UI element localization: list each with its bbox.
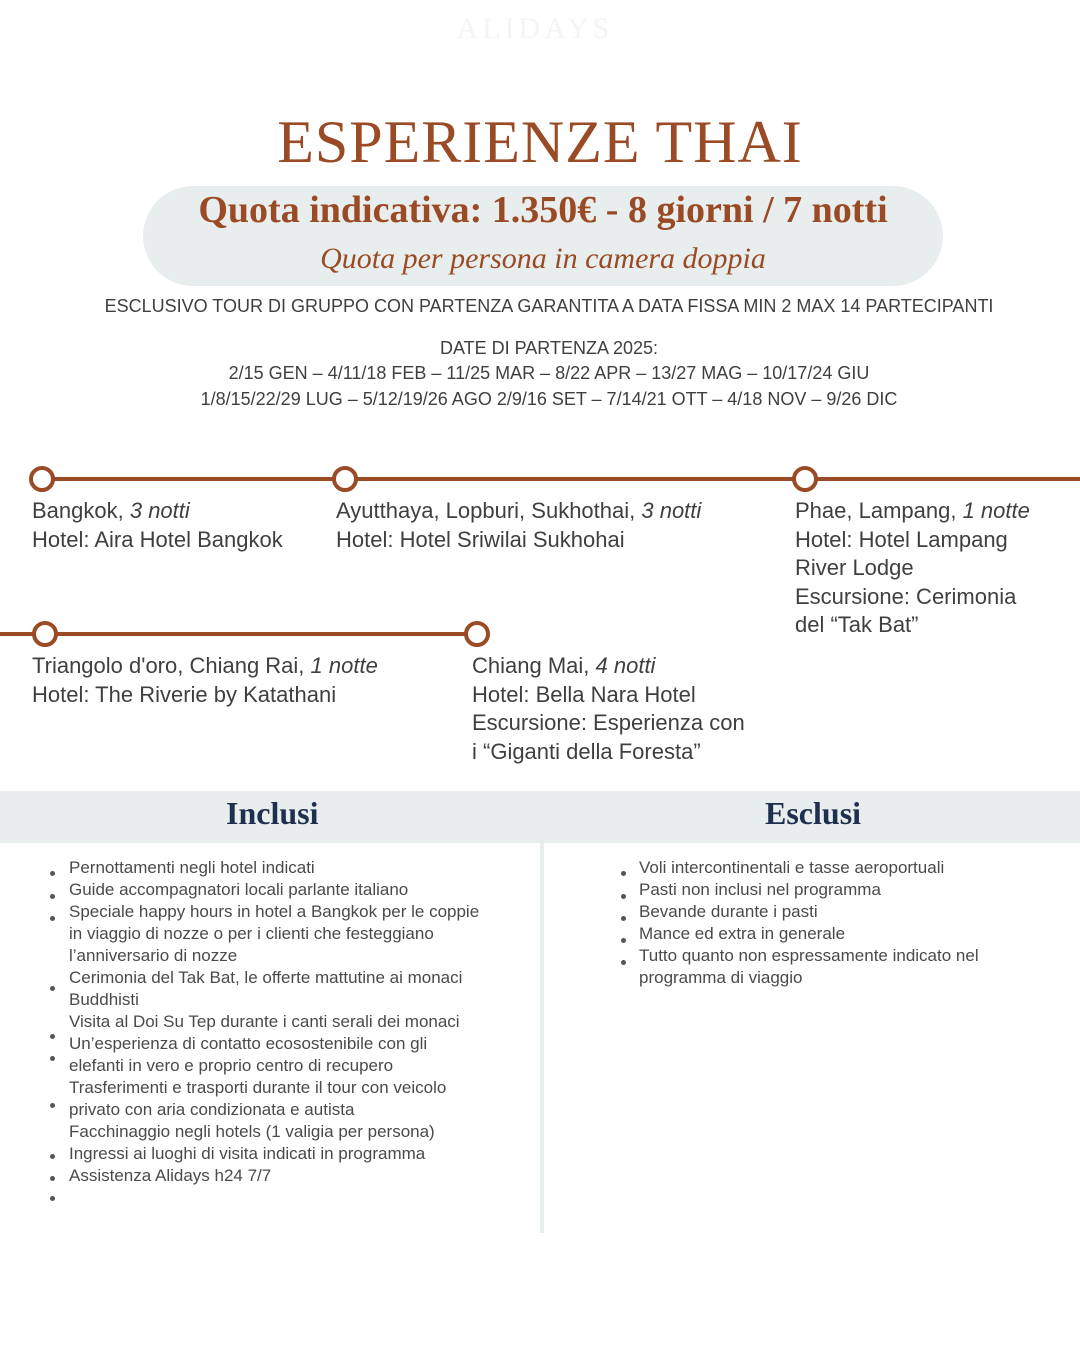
stop-chiang-rai xyxy=(32,652,378,709)
excluded-title: Esclusi xyxy=(765,795,862,831)
stop-excursion: Escursione: Cerimonia xyxy=(795,583,1017,609)
stop-hotel: Hotel: Bella Nara Hotel xyxy=(472,681,696,707)
stop-nights: 3 notti xyxy=(641,498,702,523)
stop-hotel: Hotel: The Riverie by Katathani xyxy=(32,681,337,707)
list-item: Cerimonia del Tak Bat, le offerte mattutine ai monaci xyxy=(69,968,463,987)
page-title: ESPERIENZE THAI xyxy=(277,109,803,175)
tour-info: ESCLUSIVO TOUR DI GRUPPO CON PARTENZA GARANTITA A DATA FISSA MIN 2 MAX 14 PARTECIPANTI xyxy=(104,296,994,316)
list-item: in viaggio di nozze o per i clienti che festeggiano xyxy=(69,924,434,943)
included-title: Inclusi xyxy=(226,795,319,831)
list-item: Ingressi ai luoghi di visita indicati in programma xyxy=(69,1144,426,1163)
list-item: Buddhisti xyxy=(69,990,139,1009)
list-item: Facchinaggio negli hotels (1 valigia per persona) xyxy=(69,1122,435,1141)
list-item: Pasti non inclusi nel programma xyxy=(639,880,881,899)
dates-line-1: 2/15 GEN – 4/11/18 FEB – 11/25 MAR – 8/22 APR – 13/27 MAG – 10/17/24 GIU xyxy=(228,363,870,383)
list-item: Assistenza Alidays h24 7/7 xyxy=(69,1166,272,1185)
timeline-dot-ayutthaya xyxy=(332,466,358,492)
timeline-dot-chiang-rai xyxy=(32,621,58,647)
list-item: Visita al Doi Su Tep durante i canti serali dei monaci xyxy=(69,1012,460,1031)
list-item: Bevande durante i pasti xyxy=(639,902,818,921)
stop-bangkok xyxy=(32,497,283,554)
stop-hotel: Hotel: Aira Hotel Bangkok xyxy=(32,526,283,552)
list-item: Trasferimenti e trasporti durante il tour con veicolo xyxy=(69,1078,447,1097)
timeline-dot-lampang xyxy=(792,466,818,492)
included-list xyxy=(69,857,479,1187)
stop-nights: 1 notte xyxy=(962,498,1030,523)
timeline-dot-chiang-mai xyxy=(464,621,490,647)
list-item: Speciale happy hours in hotel a Bangkok per le coppie xyxy=(69,902,480,921)
stop-excursion: Escursione: Esperienza con xyxy=(472,710,745,735)
list-item: Tutto quanto non espressamente indicato nel xyxy=(639,946,979,965)
list-item: Guide accompagnatori locali parlante italiano xyxy=(69,880,409,899)
stop-place: Triangolo d'oro, Chiang Rai, xyxy=(32,653,311,678)
dates-heading: DATE DI PARTENZA 2025: xyxy=(439,338,659,358)
stop-place: Phae, Lampang, xyxy=(795,498,963,523)
section-header-band xyxy=(0,791,1080,843)
stop-nights: 3 notti xyxy=(129,498,190,523)
stop-nights: 4 notti xyxy=(595,653,656,678)
list-item: privato con aria condizionata e autista xyxy=(69,1100,355,1119)
price-note: Quota per persona in camera doppia xyxy=(320,242,766,275)
dates-line-2: 1/8/15/22/29 LUG – 5/12/19/26 AGO 2/9/16 SET – 7/14/21 OTT – 4/18 NOV – 9/26 DIC xyxy=(200,389,898,409)
list-item: Mance ed extra in generale xyxy=(639,924,846,943)
stop-ayutthaya xyxy=(336,497,701,554)
stop-place: Bangkok, xyxy=(32,498,130,523)
list-item: l’anniversario di nozze xyxy=(69,946,238,965)
list-item: Un’esperienza di contatto ecosostenibile con gli xyxy=(69,1034,428,1053)
stop-excursion-cont: del “Tak Bat” xyxy=(795,612,919,637)
stop-place: Ayutthaya, Lopburi, Sukhothai, xyxy=(336,498,642,523)
list-item: programma di viaggio xyxy=(639,968,803,987)
stop-excursion-cont: i “Giganti della Foresta” xyxy=(472,738,701,764)
stop-hotel: Hotel: Hotel Sriwilai Sukhohai xyxy=(336,526,625,552)
list-item: Voli intercontinentali e tasse aeroportuali xyxy=(639,858,945,877)
stop-nights: 1 notte xyxy=(310,653,378,678)
list-item: elefanti in vero e proprio centro di recupero xyxy=(69,1056,394,1075)
column-divider xyxy=(540,843,544,1233)
timeline-line-2 xyxy=(0,632,478,636)
stop-lampang xyxy=(795,497,1030,640)
price-text: Quota indicativa: 1.350€ - 8 giorni / 7 notti xyxy=(198,189,888,231)
excluded-list xyxy=(639,857,979,989)
stop-chiang-mai xyxy=(472,652,745,766)
stop-hotel: Hotel: Hotel Lampang xyxy=(795,526,1008,552)
stop-hotel-cont: River Lodge xyxy=(795,555,914,580)
timeline-dot-bangkok xyxy=(29,466,55,492)
list-item: Pernottamenti negli hotel indicati xyxy=(69,858,315,877)
logo-watermark: ALIDAYS xyxy=(456,12,614,45)
stop-place: Chiang Mai, xyxy=(472,653,596,678)
timeline-line-1 xyxy=(42,477,1080,481)
